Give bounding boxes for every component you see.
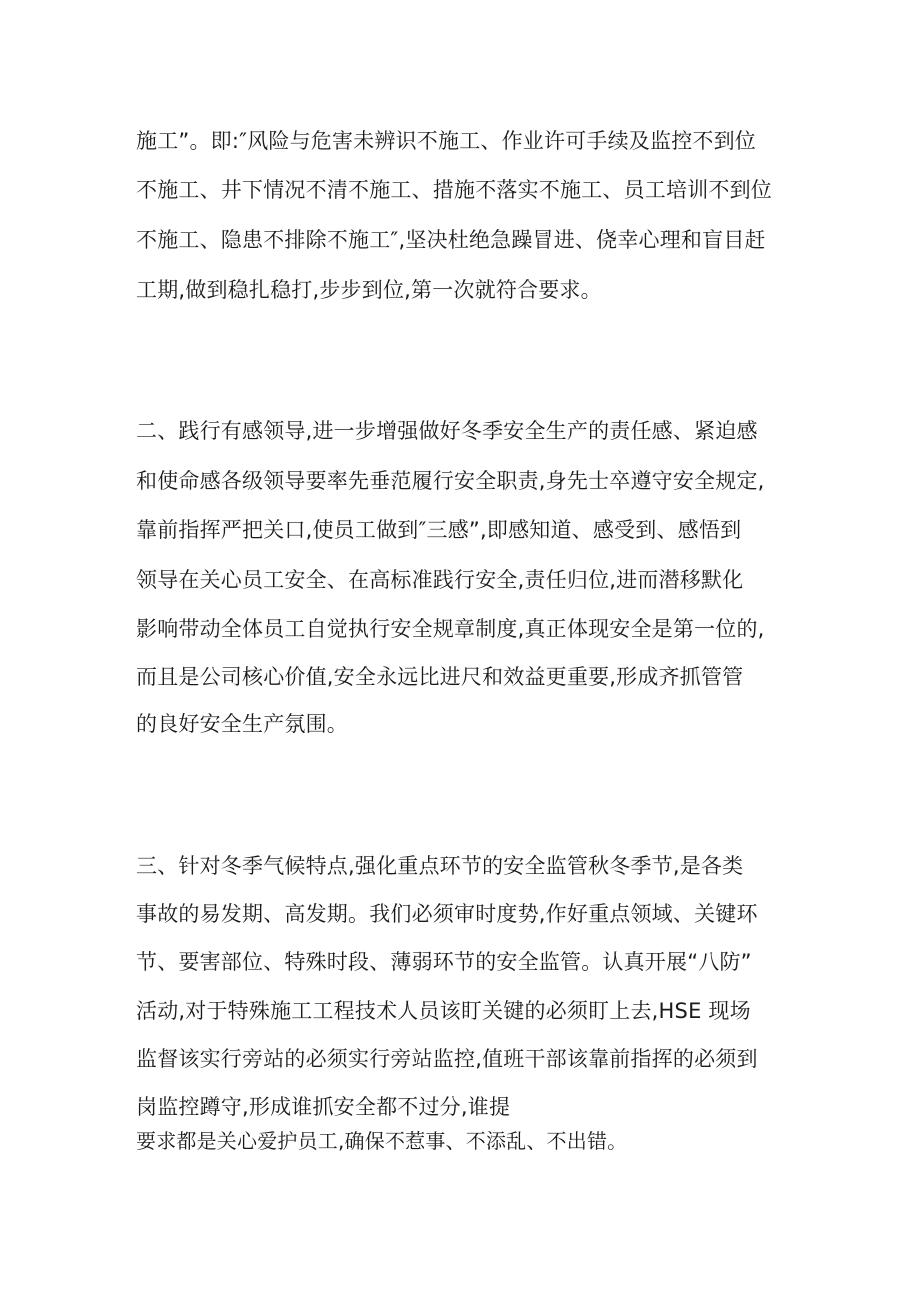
paragraph-2-line-5: 影响带动全体员工自觉执行安全规章制度,真正体现安全是第一位的, [136,617,765,641]
paragraph-1-line-1: 施工”。即:″风险与危害未辨识不施工、作业许可手续及监控不到位 [136,129,756,153]
paragraph-2-line-1: 二、践行有感领导,进一步增强做好冬季安全生产的责任感、紧迫感 [136,419,758,443]
paragraph-2-line-6: 而且是公司核心价值,安全永远比进尺和效益更重要,形成齐抓管管 [136,665,744,689]
paragraph-3-line-2: 事故的易发期、高发期。我们必须审时度势,作好重点领域、关键环 [136,902,758,926]
paragraph-2-line-2: 和使命感各级领导要率先垂范履行安全职责,身先士卒遵守安全规定, [136,469,765,493]
paragraph-3-line-5: 监督该实行旁站的必须实行旁站监控,值班干部该靠前指挥的必须到 [136,1047,758,1071]
paragraph-1-line-4: 工期,做到稳扎稳打,步步到位,第一次就符合要求。 [136,278,602,302]
paragraph-2-line-4: 领导在关心员工安全、在高标准践行安全,责任归位,进而潜移默化 [136,568,744,592]
paragraph-2-line-7: 的良好安全生产氛围。 [136,712,348,736]
paragraph-3-line-6: 岗监控蹲守,形成谁抓安全都不过分,谁提 [136,1095,511,1119]
paragraph-1-line-3: 不施工、隐患不排除不施工″,坚决杜绝急躁冒进、侥幸心理和盲目赶 [136,228,766,252]
paragraph-3-line-3: 节、要害部位、特殊时段、薄弱环节的安全监管。认真开展“八防” [136,950,752,974]
paragraph-3-line-4: 活动,对于特殊施工工程技术人员该盯关键的必须盯上去,HSE 现场 [136,999,751,1023]
paragraph-2-line-3: 靠前指挥严把关口,使员工做到″三感”,即感知道、感受到、感悟到 [136,518,742,542]
paragraph-3-line-7: 要求都是关心爱护员工,确保不惹事、不添乱、不出错。 [136,1129,628,1153]
paragraph-1-line-2: 不施工、井下情况不清不施工、措施不落实不施工、员工培训不到位 [136,178,772,202]
paragraph-3-line-1: 三、针对冬季气候特点,强化重点环节的安全监管秋冬季节,是各类 [136,854,744,878]
